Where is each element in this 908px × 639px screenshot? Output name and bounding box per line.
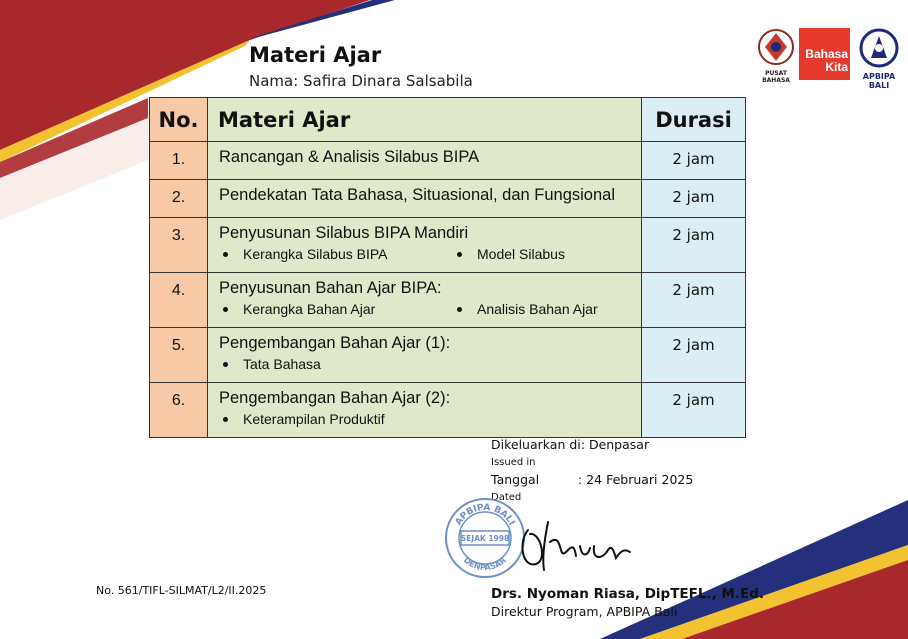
topic-bullets [219, 246, 641, 262]
bullet-icon [457, 252, 462, 257]
date-value: : 24 Februari 2025 [578, 472, 694, 487]
stamp-top-text: APBIPA BALI [453, 502, 517, 528]
row-number: 4. [150, 273, 208, 328]
row-topic [208, 383, 642, 438]
apbipa-logo-text: APBIPA BALI [862, 72, 896, 90]
bullet-icon [457, 307, 462, 312]
topic-title: Pengembangan Bahan Ajar (2): [219, 389, 451, 407]
row-duration: 2 jam [642, 328, 746, 383]
document-title: Materi Ajar [249, 43, 382, 67]
bullet-item: Tata Bahasa [243, 356, 321, 372]
table-row [150, 180, 746, 218]
header-durasi: Durasi [642, 98, 746, 142]
row-topic [208, 142, 642, 180]
document-number: No. 561/TIFL-SILMAT/L2/II.2025 [96, 584, 267, 597]
header-no: No. [150, 98, 208, 142]
bahasa-kita-logo-text: Bahasa Kita [805, 47, 848, 74]
topic-title: Pendekatan Tata Bahasa, Situasional, dan Fungsional [219, 186, 615, 204]
topic-title: Rancangan & Analisis Silabus BIPA [219, 148, 480, 166]
header-materi: Materi Ajar [208, 98, 642, 142]
row-duration: 2 jam [642, 180, 746, 218]
handwritten-signature [508, 512, 638, 580]
table-row [150, 273, 746, 328]
issued-in-label: Issued in [491, 457, 536, 468]
topic-title: Penyusunan Silabus BIPA Mandiri [219, 224, 469, 242]
table-row [150, 383, 746, 438]
topic-bullets [219, 356, 641, 372]
row-topic [208, 218, 642, 273]
row-duration: 2 jam [642, 142, 746, 180]
bullet-icon [223, 307, 228, 312]
pusat-bahasa-logo-text: PUSAT BAHASA [762, 70, 790, 84]
table-row [150, 328, 746, 383]
pusat-bahasa-logo [751, 28, 801, 84]
row-number: 5. [150, 328, 208, 383]
bullet-icon [223, 417, 228, 422]
topic-bullets [219, 411, 641, 427]
stamp-middle-text: SEJAK 1998 [460, 534, 510, 543]
row-topic [208, 328, 642, 383]
row-duration: 2 jam [642, 273, 746, 328]
bullet-icon [223, 362, 228, 367]
row-duration: 2 jam [642, 383, 746, 438]
svg-text:DENPASAR [462, 556, 508, 573]
pusat-bahasa-emblem-icon [757, 28, 795, 66]
table-header-row [150, 98, 746, 142]
row-number: 3. [150, 218, 208, 273]
bullet-item: Kerangka Bahan Ajar [243, 301, 376, 317]
date-label: Tanggal [491, 472, 540, 487]
bahasa-kita-logo [799, 28, 850, 80]
table-row [150, 218, 746, 273]
row-duration: 2 jam [642, 218, 746, 273]
issue-place: Dikeluarkan di: Denpasar [491, 437, 650, 452]
topic-title: Penyusunan Bahan Ajar BIPA: [219, 279, 442, 297]
dated-label: Dated [491, 492, 522, 503]
bullet-item: Keterampilan Produktif [243, 411, 385, 427]
row-topic [208, 180, 642, 218]
topic-title: Pengembangan Bahan Ajar (1): [219, 334, 451, 352]
materials-table [149, 97, 746, 438]
table-row [150, 142, 746, 180]
row-number: 2. [150, 180, 208, 218]
row-topic [208, 273, 642, 328]
signatory-name: Drs. Nyoman Riasa, DipTEFL., M.Ed. [491, 586, 764, 602]
apbipa-logo [852, 28, 906, 90]
signatory-role: Direktur Program, APBIPA Bali [491, 604, 678, 619]
apbipa-emblem-icon [859, 28, 899, 68]
stamp-bottom-text: DENPASAR [461, 555, 509, 573]
bullet-item: Model Silabus [477, 246, 565, 262]
bullet-item: Analisis Bahan Ajar [477, 301, 598, 317]
row-number: 6. [150, 383, 208, 438]
participant-name: Nama: Safira Dinara Salsabila [249, 72, 473, 90]
topic-bullets [219, 301, 641, 317]
row-number: 1. [150, 142, 208, 180]
bullet-item: Kerangka Silabus BIPA [243, 246, 388, 262]
bullet-icon [223, 252, 228, 257]
